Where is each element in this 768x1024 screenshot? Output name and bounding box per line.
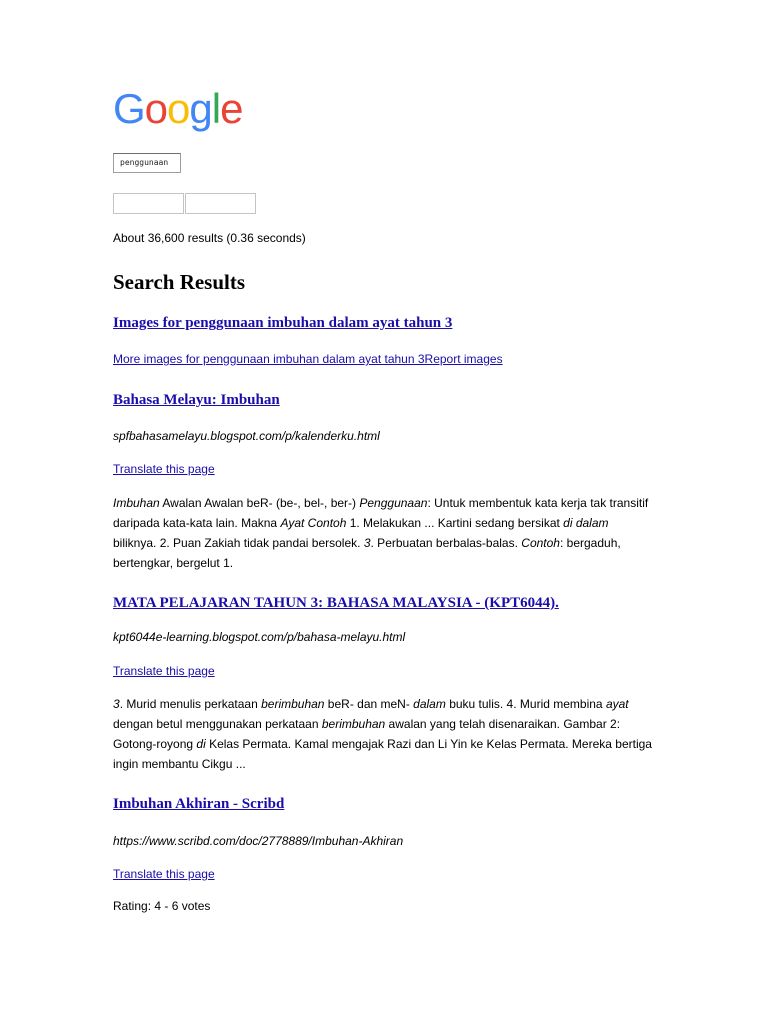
translate-link[interactable]: Translate this page: [113, 664, 215, 678]
snippet-text: . Murid menulis perkataan: [119, 697, 262, 711]
result-url: spfbahasamelayu.blogspot.com/p/kalenderku.html: [113, 429, 380, 443]
translate-link[interactable]: Translate this page: [113, 867, 215, 881]
snippet-emphasis: di: [196, 737, 206, 751]
result-title[interactable]: MATA PELAJARAN TAHUN 3: BAHASA MALAYSIA - (KPT6044).: [113, 595, 559, 611]
result-title[interactable]: Imbuhan Akhiran - Scribd: [113, 796, 285, 812]
result-title-images[interactable]: Images for penggunaan imbuhan dalam ayat tahun 3: [113, 315, 453, 331]
lucky-button[interactable]: [185, 193, 256, 214]
snippet-emphasis: Contoh: [521, 536, 560, 550]
snippet-text: awalan yang telah disenaraikan. Gambar 2: Gotong-royong: [113, 717, 621, 751]
snippet-emphasis: berimbuhan: [261, 697, 325, 711]
logo-letter: l: [211, 85, 221, 132]
snippet-text: buku tulis. 4. Murid membina: [445, 697, 606, 711]
result-rating: Rating: 4 - 6 votes: [113, 899, 211, 913]
logo-letter: o: [167, 85, 190, 132]
results-stats: About 36,600 results (0.36 seconds): [113, 231, 306, 245]
result-snippet: [113, 694, 653, 774]
result-title[interactable]: Bahasa Melayu: Imbuhan: [113, 392, 280, 408]
snippet-text: : bergaduh, bertengkar, bergelut 1.: [113, 536, 621, 570]
snippet-emphasis: ayat: [605, 697, 629, 711]
logo-letter: G: [113, 85, 145, 132]
snippet-text: : Untuk membentuk kata kerja tak transitif daripada kata-kata lain. Makna: [113, 496, 649, 530]
snippet-emphasis: Penggunaan: [359, 496, 428, 510]
snippet-emphasis: 3: [363, 536, 371, 550]
page-title: Search Results: [113, 270, 246, 294]
logo-letter: e: [220, 85, 243, 132]
result-url: https://www.scribd.com/doc/2778889/Imbuhan-Akhiran: [113, 834, 404, 848]
search-button[interactable]: [113, 193, 184, 214]
snippet-text: Kelas Permata. Kamal mengajak Razi dan Li Yin ke Kelas Permata. Mereka bertiga ingin membantu Cikgu ...: [113, 737, 652, 771]
search-input[interactable]: penggunaan: [113, 153, 181, 173]
snippet-text: biliknya. 2. Puan Zakiah tidak pandai bersolek.: [113, 536, 364, 550]
snippet-emphasis: 3: [113, 697, 120, 711]
snippet-text: 1. Melakukan ... Kartini sedang bersikat: [346, 516, 564, 530]
snippet-emphasis: berimbuhan: [321, 717, 386, 731]
logo-letter: o: [144, 85, 168, 132]
logo-letter: g: [189, 85, 212, 132]
more-images-link[interactable]: More images for penggunaan imbuhan dalam ayat tahun 3Report images: [113, 352, 503, 366]
snippet-text: Awalan Awalan beR- (be-, bel-, ber-): [159, 496, 360, 510]
result-url: kpt6044e-learning.blogspot.com/p/bahasa-melayu.html: [113, 630, 406, 644]
snippet-emphasis: Imbuhan: [113, 496, 160, 510]
snippet-text: . Perbuatan berbalas-balas.: [370, 536, 522, 550]
google-logo[interactable]: [113, 85, 243, 132]
snippet-text: dengan betul menggunakan perkataan: [113, 717, 322, 731]
result-snippet: [113, 493, 653, 573]
snippet-emphasis: di dalam: [563, 516, 609, 530]
translate-link[interactable]: Translate this page: [113, 462, 215, 476]
snippet-emphasis: dalam: [413, 697, 446, 711]
snippet-text: beR- dan meN-: [324, 697, 414, 711]
snippet-emphasis: Ayat Contoh: [280, 516, 347, 530]
